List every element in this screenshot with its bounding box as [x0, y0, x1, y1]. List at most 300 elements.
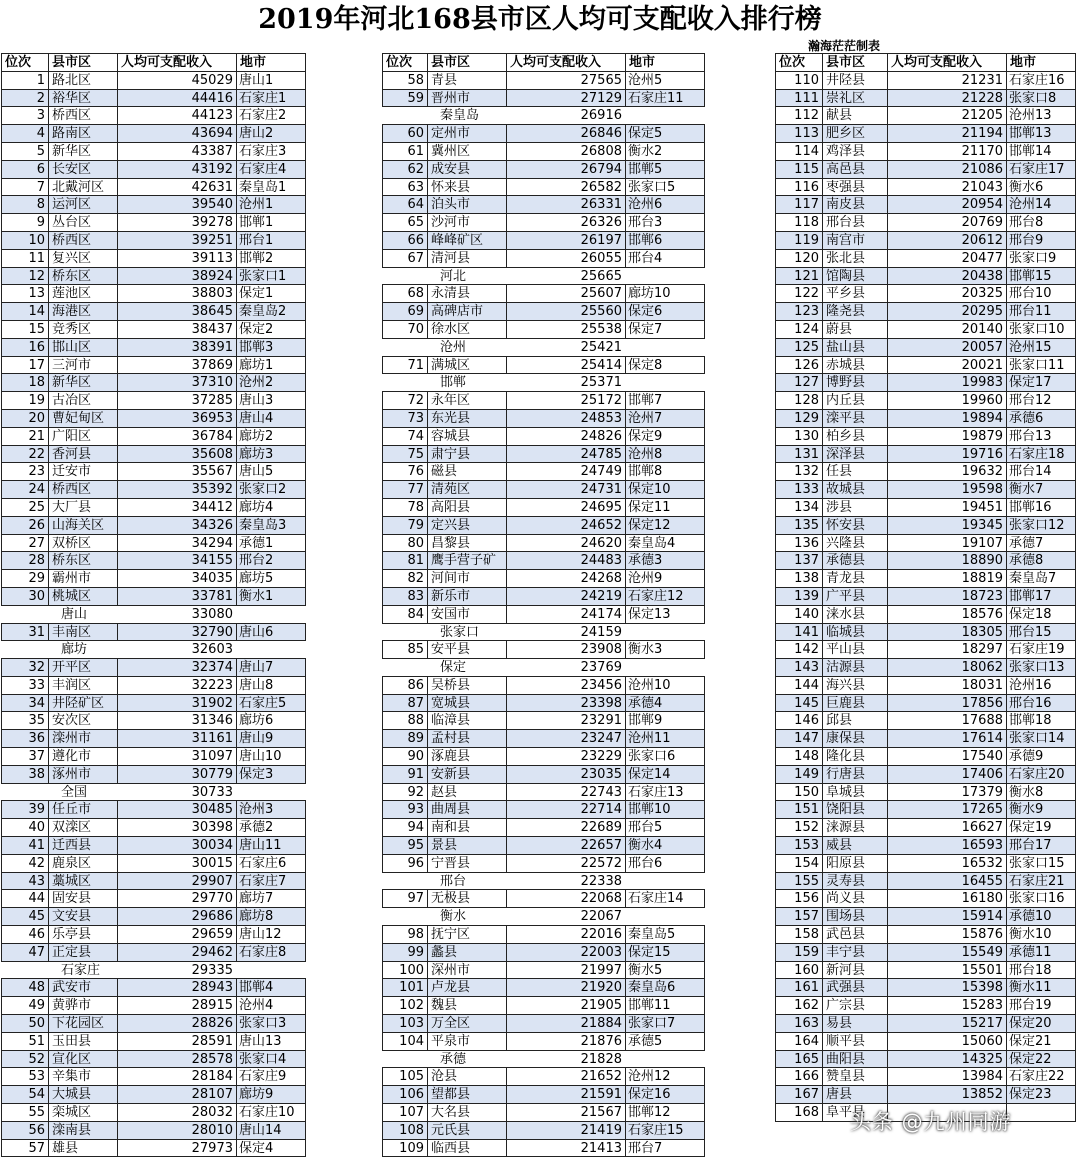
cell-name: 容城县: [427, 427, 507, 446]
cell-city: 沧州11: [625, 729, 705, 748]
cell-city: 廊坊2: [236, 427, 306, 446]
cell-name: 阜城县: [822, 783, 888, 802]
cell-income: 28107: [117, 1085, 237, 1104]
cell-city: 沧州10: [625, 676, 705, 695]
cell-name: 蔚县: [822, 320, 888, 339]
table-row: [775, 1015, 1076, 1033]
table-row: [1, 428, 306, 446]
cell-rank: 142: [775, 640, 823, 659]
table-row: [1, 890, 306, 908]
cell-rank: 20: [1, 409, 49, 428]
cell-income: 28578: [117, 1050, 237, 1069]
cell-rank: 59: [382, 89, 428, 108]
header-name: 县市区: [48, 53, 118, 72]
cell-income: 26794: [506, 160, 626, 179]
table-row: [775, 285, 1076, 303]
table-row: [775, 268, 1076, 286]
cell-name: 石家庄: [61, 962, 101, 978]
table-row: [775, 819, 1076, 837]
cell-city: 沧州14: [1006, 195, 1076, 214]
cell-city: 邯郸15: [1006, 267, 1076, 286]
cell-name: 桥东区: [48, 551, 118, 570]
cell-city: 保定3: [236, 765, 306, 784]
cell-income: 24853: [506, 409, 626, 428]
cell-name: 涞源县: [822, 818, 888, 837]
table-row: [382, 499, 705, 517]
cell-city: 廊坊8: [236, 907, 306, 926]
cell-income: 22714: [506, 800, 626, 819]
cell-city: 唐山14: [236, 1121, 306, 1140]
header-income: 人均可支配收入: [506, 53, 626, 72]
table-row: [1, 997, 306, 1015]
cell-income: 24159: [580, 624, 622, 640]
cell-rank: 143: [775, 658, 823, 677]
cell-city: 沧州3: [236, 800, 306, 819]
cell-name: 广平县: [822, 587, 888, 606]
cell-income: 43192: [117, 160, 237, 179]
cell-city: [625, 623, 705, 642]
table-row: [1, 712, 306, 730]
cell-name: 大城县: [48, 1085, 118, 1104]
cell-rank: 36: [1, 729, 49, 748]
cell-city: 邢台15: [1006, 623, 1076, 642]
table-row: [775, 481, 1076, 499]
cell-rank: 87: [382, 694, 428, 713]
cell-name: 元氏县: [427, 1121, 507, 1140]
cell-rank: 24: [1, 480, 49, 499]
cell-rank: 144: [775, 676, 823, 695]
header-rank: 位次: [382, 53, 428, 72]
cell-city: 邢台13: [1006, 427, 1076, 446]
cell-city: 沧州8: [625, 445, 705, 464]
cell-city: 保定16: [625, 1085, 705, 1104]
cell-income: 15398: [887, 978, 1007, 997]
credit-label: 瀚海茫茫制表: [808, 39, 881, 53]
cell-income: 44123: [117, 106, 237, 125]
cell-name: 临城县: [822, 623, 888, 642]
header-rank: 位次: [1, 53, 49, 72]
cell-income: 24620: [506, 534, 626, 553]
cell-city: 唐山6: [236, 623, 306, 642]
cell-rank: 119: [775, 231, 823, 250]
cell-name: 青龙县: [822, 569, 888, 588]
cell-name: 赵县: [427, 783, 507, 802]
table-row: [1, 517, 306, 535]
cell-city: 沧州5: [625, 71, 705, 90]
cell-rank: 135: [775, 516, 823, 535]
cell-income: 24749: [506, 462, 626, 481]
cell-name: 易县: [822, 1014, 888, 1033]
cell-city: 保定2: [236, 320, 306, 339]
cell-income: 28591: [117, 1032, 237, 1051]
cell-income: 18890: [887, 551, 1007, 570]
cell-rank: 133: [775, 480, 823, 499]
table-row: [775, 446, 1076, 464]
cell-name: 霸州市: [48, 569, 118, 588]
table-row: [1, 374, 306, 392]
table-row: [382, 997, 705, 1015]
cell-rank: 65: [382, 213, 428, 232]
cell-income: 35392: [117, 480, 237, 499]
table-row: [775, 766, 1076, 784]
cell-city: 邯郸13: [1006, 124, 1076, 143]
cell-name: 阜平县: [822, 1103, 888, 1122]
table-row: [1, 908, 306, 926]
cell-income: 23398: [506, 694, 626, 713]
cell-income: 38924: [117, 267, 237, 286]
cell-city: 石家庄19: [1006, 640, 1076, 659]
cell-rank: 42: [1, 854, 49, 873]
cell-income: 19451: [887, 498, 1007, 517]
cell-city: 唐山4: [236, 409, 306, 428]
table-row: [775, 712, 1076, 730]
cell-income: 31097: [117, 747, 237, 766]
cell-name: 高碑店市: [427, 302, 507, 321]
header-rank: 位次: [775, 53, 823, 72]
table-row: [775, 837, 1076, 855]
table-row: [382, 72, 705, 90]
cell-name: 山海关区: [48, 516, 118, 535]
table-row: [382, 143, 705, 161]
table-row: [1, 463, 306, 481]
table-row: [775, 926, 1076, 944]
cell-city: 秦皇岛2: [236, 302, 306, 321]
cell-name: 运河区: [48, 195, 118, 214]
cell-city: 保定6: [625, 302, 705, 321]
table-row: [382, 357, 705, 375]
cell-name: 新乐市: [427, 587, 507, 606]
cell-city: 邢台11: [1006, 302, 1076, 321]
cell-income: 21231: [887, 71, 1007, 90]
cell-rank: 116: [775, 178, 823, 197]
cell-city: 保定9: [625, 427, 705, 446]
cell-rank: 23: [1, 462, 49, 481]
cell-income: 24731: [506, 480, 626, 499]
cell-income: 26055: [506, 249, 626, 268]
cell-rank: 82: [382, 569, 428, 588]
cell-income: 30485: [117, 800, 237, 819]
table-row: [382, 695, 705, 713]
cell-rank: 40: [1, 818, 49, 837]
table-row: [775, 1086, 1076, 1104]
cell-rank: 13: [1, 284, 49, 303]
cell-city: 保定15: [625, 943, 705, 962]
cell-rank: 7: [1, 178, 49, 197]
table-row: [775, 624, 1076, 642]
cell-rank: 86: [382, 676, 428, 695]
cell-name: 遵化市: [48, 747, 118, 766]
cell-name: 深泽县: [822, 445, 888, 464]
cell-income: 34155: [117, 551, 237, 570]
cell-income: 20021: [887, 356, 1007, 375]
cell-rank: 99: [382, 943, 428, 962]
cell-income: 21828: [580, 1051, 622, 1067]
cell-income: 23229: [506, 747, 626, 766]
cell-name: 河北: [440, 268, 467, 284]
cell-city: 张家口4: [236, 1050, 306, 1069]
table-row: [1, 766, 306, 784]
cell-city: 张家口5: [625, 178, 705, 197]
cell-name: 滦平县: [822, 409, 888, 428]
table-row: [382, 748, 705, 766]
cell-rank: 120: [775, 249, 823, 268]
cell-income: 25371: [580, 375, 622, 391]
cell-city: 衡水1: [236, 587, 306, 606]
cell-income: 16455: [887, 872, 1007, 891]
cell-city: 邯郸7: [625, 391, 705, 410]
cell-rank: 107: [382, 1103, 428, 1122]
cell-income: 18031: [887, 676, 1007, 695]
cell-income: 24652: [506, 516, 626, 535]
cell-city: 承德7: [1006, 534, 1076, 553]
cell-name: 固安县: [48, 889, 118, 908]
cell-income: 20295: [887, 302, 1007, 321]
cell-rank: 161: [775, 978, 823, 997]
summary-row: [382, 374, 705, 392]
cell-rank: 62: [382, 160, 428, 179]
cell-city: 张家口16: [1006, 889, 1076, 908]
table-row: [1, 979, 306, 997]
cell-income: 26331: [506, 195, 626, 214]
cell-income: 16593: [887, 836, 1007, 855]
cell-name: 馆陶县: [822, 267, 888, 286]
table-row: [382, 926, 705, 944]
table-row: [1, 481, 306, 499]
table-row: [382, 125, 705, 143]
cell-income: 34412: [117, 498, 237, 517]
cell-income: 18062: [887, 658, 1007, 677]
table-row: [382, 588, 705, 606]
table-row: [775, 196, 1076, 214]
cell-rank: 22: [1, 445, 49, 464]
table-row: [775, 588, 1076, 606]
cell-name: 怀来县: [427, 178, 507, 197]
cell-city: 张家口13: [1006, 658, 1076, 677]
cell-city: 衡水10: [1006, 925, 1076, 944]
cell-city: 邯郸5: [625, 160, 705, 179]
cell-rank: 147: [775, 729, 823, 748]
cell-city: 张家口15: [1006, 854, 1076, 873]
cell-name: 南宫市: [822, 231, 888, 250]
cell-rank: 165: [775, 1050, 823, 1069]
cell-name: 围场县: [822, 907, 888, 926]
cell-name: 孟村县: [427, 729, 507, 748]
cell-name: 兴隆县: [822, 534, 888, 553]
cell-name: 邢台: [440, 873, 467, 889]
cell-name: 桥东区: [48, 267, 118, 286]
cell-city: 张家口6: [625, 747, 705, 766]
cell-name: 鸡泽县: [822, 142, 888, 161]
page-title: 2019年河北168县市区人均可支配收入排行榜: [258, 4, 822, 35]
cell-rank: 103: [382, 1014, 428, 1033]
cell-name: 康保县: [822, 729, 888, 748]
table-row: [382, 979, 705, 997]
cell-income: 21043: [887, 178, 1007, 197]
cell-city: [236, 640, 306, 659]
cell-name: 全国: [61, 784, 88, 800]
summary-row: [1, 784, 306, 802]
cell-income: 22657: [506, 836, 626, 855]
cell-name: 古冶区: [48, 391, 118, 410]
table-row: [382, 428, 705, 446]
cell-name: 成安县: [427, 160, 507, 179]
header-city: 地市: [236, 53, 306, 72]
cell-rank: 60: [382, 124, 428, 143]
table-row: [775, 695, 1076, 713]
summary-row: [382, 624, 705, 642]
cell-income: 43694: [117, 124, 237, 143]
cell-rank: 140: [775, 605, 823, 624]
cell-rank: 168: [775, 1103, 823, 1122]
cell-income: 36784: [117, 427, 237, 446]
cell-rank: 96: [382, 854, 428, 873]
cell-income: 19983: [887, 373, 1007, 392]
cell-income: 21920: [506, 978, 626, 997]
cell-city: [625, 658, 705, 677]
cell-rank: 80: [382, 534, 428, 553]
cell-income: 21205: [887, 106, 1007, 125]
cell-rank: 100: [382, 961, 428, 980]
cell-name: 崇礼区: [822, 89, 888, 108]
cell-name: 桥西区: [48, 231, 118, 250]
cell-income: 17688: [887, 711, 1007, 730]
cell-income: 26582: [506, 178, 626, 197]
cell-rank: 150: [775, 783, 823, 802]
cell-name: 邱县: [822, 711, 888, 730]
cell-rank: 158: [775, 925, 823, 944]
cell-rank: 25: [1, 498, 49, 517]
cell-name: 昌黎县: [427, 534, 507, 553]
cell-rank: 48: [1, 978, 49, 997]
cell-city: 石家庄20: [1006, 765, 1076, 784]
cell-rank: 91: [382, 765, 428, 784]
cell-income: 39251: [117, 231, 237, 250]
cell-name: 曲阳县: [822, 1050, 888, 1069]
cell-rank: 110: [775, 71, 823, 90]
cell-name: 广阳区: [48, 427, 118, 446]
cell-rank: 134: [775, 498, 823, 517]
cell-rank: 132: [775, 462, 823, 481]
cell-city: [625, 907, 705, 926]
cell-income: 39278: [117, 213, 237, 232]
cell-name: 承德: [440, 1051, 467, 1067]
cell-income: 23247: [506, 729, 626, 748]
cell-city: 邯郸17: [1006, 587, 1076, 606]
cell-income: 21567: [506, 1103, 626, 1122]
table-row: [382, 944, 705, 962]
cell-rank: 8: [1, 195, 49, 214]
cell-city: 张家口1: [236, 267, 306, 286]
cell-rank: 117: [775, 195, 823, 214]
table-row: [1, 1122, 306, 1140]
cell-income: 21905: [506, 996, 626, 1015]
table-row: [382, 552, 705, 570]
watermark-text: 头条 @九州同游: [850, 1110, 1012, 1134]
summary-row: [382, 1051, 705, 1069]
cell-rank: [1, 783, 49, 802]
cell-city: 石家庄6: [236, 854, 306, 873]
cell-income: 28184: [117, 1067, 237, 1086]
table-row: [382, 766, 705, 784]
table-row: [775, 250, 1076, 268]
cell-name: 新华区: [48, 373, 118, 392]
table-row: [775, 641, 1076, 659]
cell-income: 16532: [887, 854, 1007, 873]
table-row: [382, 90, 705, 108]
table-row: [382, 303, 705, 321]
cell-income: 19107: [887, 534, 1007, 553]
cell-rank: 79: [382, 516, 428, 535]
cell-city: 衡水4: [625, 836, 705, 855]
table-row: [382, 712, 705, 730]
cell-name: 望都县: [427, 1085, 507, 1104]
table-row: [775, 232, 1076, 250]
table-row: [1, 1086, 306, 1104]
cell-rank: 95: [382, 836, 428, 855]
cell-rank: 30: [1, 587, 49, 606]
cell-income: 34035: [117, 569, 237, 588]
cell-rank: 138: [775, 569, 823, 588]
cell-income: 38645: [117, 302, 237, 321]
cell-rank: 55: [1, 1103, 49, 1122]
cell-name: 平泉市: [427, 1032, 507, 1051]
cell-rank: 37: [1, 747, 49, 766]
cell-city: 衡水5: [625, 961, 705, 980]
cell-income: 28915: [117, 996, 237, 1015]
cell-rank: 28: [1, 551, 49, 570]
cell-name: 新河县: [822, 961, 888, 980]
cell-rank: 41: [1, 836, 49, 855]
table-row: [775, 90, 1076, 108]
header-city: 地市: [1006, 53, 1076, 72]
cell-name: 迁安市: [48, 462, 118, 481]
cell-name: 隆化县: [822, 747, 888, 766]
cell-income: 29335: [191, 962, 233, 978]
cell-rank: 121: [775, 267, 823, 286]
table-row: [775, 677, 1076, 695]
cell-city: 石家庄3: [236, 142, 306, 161]
cell-income: 22689: [506, 818, 626, 837]
cell-city: 张家口9: [1006, 249, 1076, 268]
table-row: [382, 855, 705, 873]
cell-city: 沧州16: [1006, 676, 1076, 695]
cell-name: 尚义县: [822, 889, 888, 908]
cell-rank: 159: [775, 943, 823, 962]
table-header: [775, 54, 1076, 72]
cell-rank: 39: [1, 800, 49, 819]
summary-row: [382, 268, 705, 286]
cell-income: 19716: [887, 445, 1007, 464]
table-row: [775, 428, 1076, 446]
cell-rank: 118: [775, 213, 823, 232]
cell-income: 36953: [117, 409, 237, 428]
cell-rank: 53: [1, 1067, 49, 1086]
cell-name: 海港区: [48, 302, 118, 321]
cell-city: 秦皇岛4: [625, 534, 705, 553]
table-row: [775, 908, 1076, 926]
table-row: [382, 1086, 705, 1104]
cell-city: 邯郸6: [625, 231, 705, 250]
cell-income: 21086: [887, 160, 1007, 179]
table-row: [382, 962, 705, 980]
cell-rank: 136: [775, 534, 823, 553]
cell-income: 33080: [191, 606, 233, 622]
cell-name: 张家口: [440, 624, 480, 640]
cell-name: 长安区: [48, 160, 118, 179]
cell-city: 邢台10: [1006, 284, 1076, 303]
cell-name: 武安市: [48, 978, 118, 997]
cell-income: 31902: [117, 694, 237, 713]
